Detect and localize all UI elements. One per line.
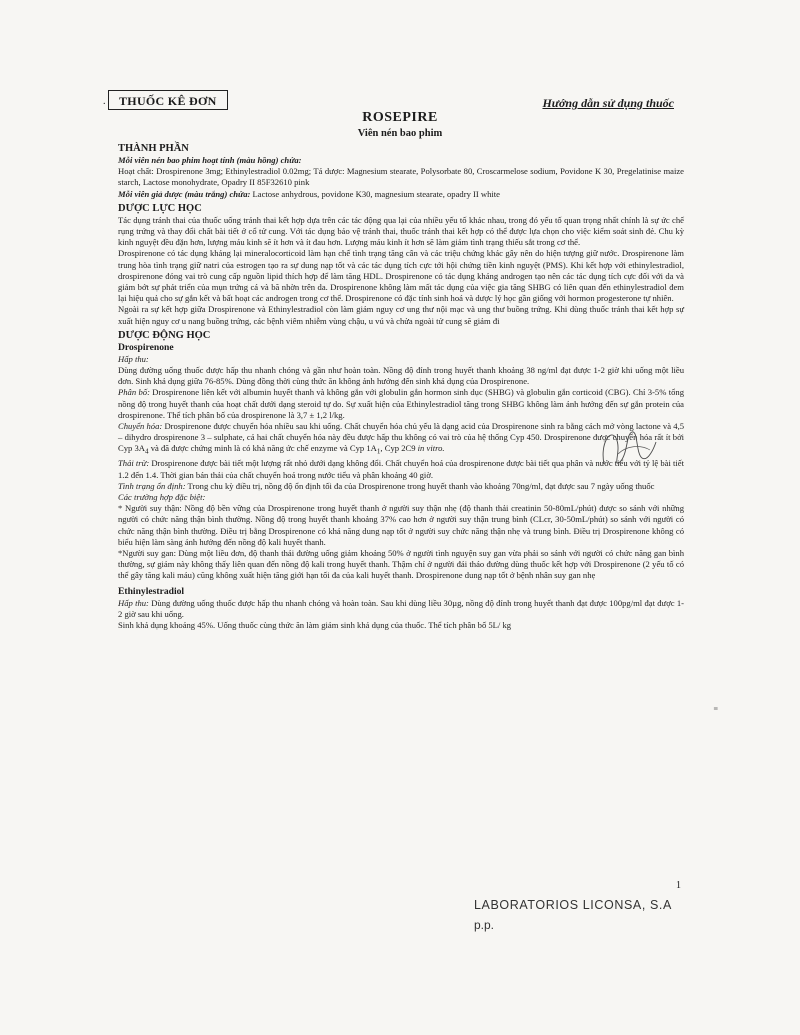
ethinylestradiol-absorption [118,598,684,620]
pharmacokinetics-heading: DƯỢC ĐỘNG HỌC [118,329,211,341]
pharmacodynamics-paragraph-3: Ngoài ra sự kết hợp giữa Drospirenone và Ethinylestradiol còn làm giảm nguy cơ ung thư nội mạc và ung thư buồng trứng. Khi dùng thuốc tránh thai kết hợp sự xuất hiện nguy cơ u nang buồng trứng, các bệnh viêm nhiễm vùng chậu, u vú và chửa ngoài tử cung sẽ giảm đi [118,304,684,326]
handwritten-signature [596,424,660,476]
in-vitro-text: in vitro. [417,443,445,454]
product-form: Viên nén bao phim [357,128,443,139]
guide-label: Hướng dẫn sử dụng thuốc [542,96,674,110]
ee-absorption-label: Hấp thu: [118,597,149,608]
elimination-label: Thải trừ: [118,458,150,469]
special-cases-label: Các trường hợp đặc biệt: [118,492,206,502]
prescription-label: THUỐC KÊ ĐƠN [108,90,228,110]
drospirenone-steady-state [118,481,684,492]
pp-stamp: p.p. [474,918,495,932]
metabolism-label: Chuyển hóa: [118,421,163,432]
margin-mark: ≡ [713,704,718,713]
metabolism-subscript-1: 1 [376,448,381,457]
steady-state-text: Trong chu kỳ điều trị, nồng độ ổn định tối đa của Drospirenone trong huyết thanh vào khoảng 70ng/ml, đạt được sau 7 ngày uống thuốc [185,480,655,491]
metabolism-text-1: Drospirenone được chuyển hóa nhiều sau khi uống. Chất chuyển hóa chủ yếu là dạng acid của Drospirenone sinh ra bằng cách mở vòng lactone và 4,5 – dihydro drospirenone 3 – sulphate, cả hai chất chuyển hóa này đều được hấp thu không có vai trò của hệ thống Cyp 450. Drospirenone được chuyển hóa rất ít bởi Cyp 3A [118,421,685,454]
steady-state-label: Tình trạng ổn định: [118,480,186,491]
placebo-text: Lactose anhydrous, povidone K30, magnesium stearate, opadry II white [250,188,500,199]
pharmacodynamics-paragraph-2: Drospirenone có tác dụng kháng lại mineralocorticoid làm hạn chế tình trạng tăng cân và các triệu chứng khác gây nên do hiện tượng giữ nước. Drospirenone làm trung hòa tình trạng giữ natri của estrogen tạo ra sự dung nạp tốt và các tác dụng tích cực tới hội chứng tiền kinh nguyệt (PMS). Khi kết hợp với ethinylestradiol, drospirenone đóng vai trò cung cấp nguồn lipid thích hợp để làm tăng HDL. Drospirenone có tác dụng kháng androgen tạo nên các tác dụng tích cực đối với da và giảm bớt sự phát triển của mụn trứng cá và bã nhờn trên da. Drospirenone không làm mất tác dụng của việc gia tăng SHBG có liên quan đến ethinylestradiol đem lại hiệu quả cho sự gắn kết và bất hoạt các androgen trong cơ thể. Drospirenone có đặc tính sinh hoá và dược lý học gần giống với hormon progesterone tự nhiên. [118,248,684,304]
metabolism-text-2: và đã được chứng minh là có khả năng ức chế enzyme và Cyp 1A [148,443,377,454]
active-tablet-heading: Mỗi viên nén bao phim hoạt tính (màu hồng) chứa: [118,155,302,165]
pharmacodynamics-heading: DƯỢC LỰC HỌC [118,202,202,214]
distribution-label: Phân bố: [118,387,150,398]
ee-absorption-text: Dùng đường uống thuốc được hấp thu nhanh chóng và hoàn toàn. Sau khi dùng liều 30µg, nồng độ đỉnh trong huyết thanh đạt được 100pg/ml đạt được 1-2 giờ sau khi uống. [118,597,684,619]
drospirenone-distribution [118,387,684,421]
pharmacodynamics-paragraph-1: Tác dụng tránh thai của thuốc uống tránh thai kết hợp dựa trên các tác động qua lại của nhiều yếu tố khác nhau, trong đó yếu tố quan trọng nhất chính là sự ức chế rụng trứng và thay đổi chất bài tiết ở cổ tử cung. Với tác dụng bảo vệ tránh thai, thuốc tránh thai kết hợp có thể được lựa chọn cho việc kiểm soát sinh đẻ. Chu kỳ kinh nguyệt đều đặn hơn, lượng máu kinh sẽ ít hơn và ít đau hơn. Lượng máu kinh ít hơn sẽ làm giảm tình trạng thiếu sắt trong cơ thể. [118,214,684,248]
elimination-text: Drospirenone được bài tiết một lượng rất nhỏ dưới dạng không đổi. Chất chuyển hoá của drospirenone được bài tiết qua phân và nước tiểu với tỷ lệ bài tiết 1.2 đến 1.4. Thời gian bán thải của chất chuyển hoá trong nước tiểu và phân khoảng 40 giờ. [118,458,684,480]
hepatic-impairment-text: *Người suy gan: Dùng một liều đơn, độ thanh thải đường uống giảm khoảng 50% ở người tình nguyện suy gan vừa phải so sánh với người có chức năng gan bình thường, sự giảm này không thấy liên quan đến nồng độ kali trong huyết thanh. Thậm chí ở người đái tháo đường dùng thuốc kết hợp với Drospirenone (2 yếu tố có thể gây tăng kali máu) cũng không xuất hiện tăng giới hạn tối đa của kali huyết thanh. Drospirenone dung nạp tốt ở bệnh nhân suy gan nhẹ [118,548,684,581]
composition-heading: THÀNH PHẦN [118,143,189,154]
drospirenone-absorption-label: Hấp thu: [118,353,149,364]
drospirenone-heading: Drospirenone [118,341,174,353]
placebo-paragraph [118,189,684,200]
metabolism-text-3: , Cyp 2C9 [380,443,418,454]
ethinylestradiol-heading: Ethinylestradiol [118,585,185,597]
product-name: ROSEPIRE [362,110,438,125]
drospirenone-absorption-text: Dùng đường uống thuốc được hấp thu nhanh chóng và gần như hoàn toàn. Nồng độ đỉnh trong huyết thanh khoảng 38 ng/ml đạt được 1-2 giờ khi uống một liều đơn. Sinh khả dụng giữa 76-85%. Dùng đồng thời cùng thức ăn không ảnh hưởng đến sinh khả dụng của Drospirenone. [118,365,684,387]
metabolism-subscript-4: 4 [144,448,149,457]
margin-tick: . [103,96,106,107]
ethinylestradiol-bioavailability: Sinh khả dụng khoảng 45%. Uống thuốc cùng thức ăn làm giảm sinh khả dụng của thuốc. Thể tích phân bố 5L/ kg [118,620,512,631]
distribution-text: Drospirenone liên kết với albumin huyết thanh và không gắn với globulin gắn hormon sinh dục (SHBG) và globulin gắn corticoid (CBG). Chỉ 3-5% tổng nồng độ trong huyết thanh của hoạt chất dưới dạng steroid tự do. Sự xuất hiện của Ethinylestradiol tăng trong SHBG không làm ảnh hưởng đến sự gắn protein của drospirenone. Thể tích phân bố của drospirenone là 3,7 ± 1,2 l/kg. [118,387,684,420]
page-number: 1 [676,880,681,891]
placebo-heading: Mỗi viên giả dược (màu trắng) chứa: [118,188,251,199]
active-tablet-text: Hoạt chất: Drospirenone 3mg; Ethinylestradiol 0.02mg; Tá dược: Magnesium stearate, Polysorbate 80, Croscarmelose sodium, Povidone K 30, Pregelatinise maize starch, Lactose monohydrate, Opadry II 85F32610 pink [118,166,684,188]
company-stamp: LABORATORIOS LICONSA, S.A [474,898,672,912]
renal-impairment-text: * Người suy thận: Nồng độ bền vững của Drospirenone trong huyết thanh ở người suy thận nhẹ (độ thanh thải creatinin 50-80mL/phút) được so sánh với những người có chức năng thận bình thường. Nồng độ trong huyết thanh khoảng 37% cao hơn ở người suy thận trung bình (CLcr, 30-50mL/phút) so sánh với người có chức năng thận bình thường. Điều trị bằng Drospirenone có khả năng dung nạp tốt ở người suy chức năng thận nhẹ và trung bình. Điều trị Drospirenone không có biểu hiện làm sàng ảnh hưởng đến nồng độ kali huyết thanh. [118,503,684,547]
document-body [118,140,684,631]
